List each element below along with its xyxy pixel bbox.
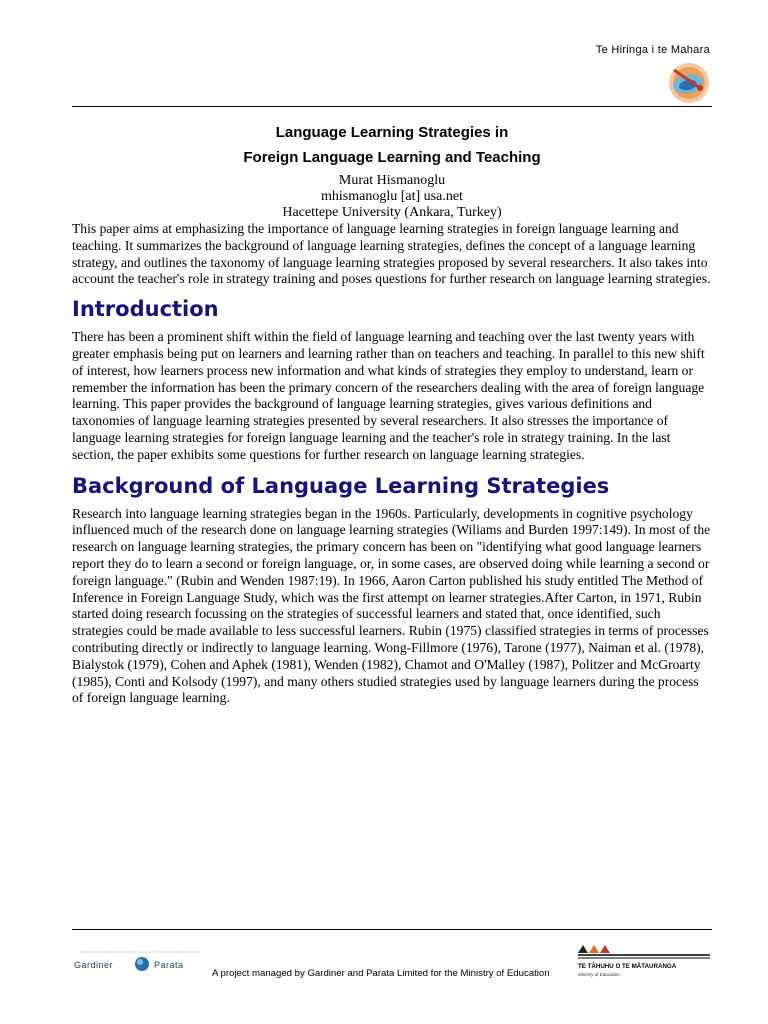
footer-note: A project managed by Gardiner and Parata Limited for the Ministry of Education: [212, 968, 550, 979]
author-affiliation: Hacettepe University (Ankara, Turkey): [282, 205, 502, 220]
section-heading-background: Background of Language Learning Strategies: [72, 473, 610, 498]
te-hiringa-logo-icon: [664, 58, 714, 106]
background-paragraph: Research into language learning strategies began in the 1960s. Particularly, developments in cognitive psychology influenced much of the research done on language learning strategies (Wiliams and Burden 1997:149). In most of the research on language learning strategies, the primary concern has been on "identifying what good language learners report they do to learn a second or foreign language, or, in some cases, are observed doing while learning a second or foreign language." (Rubin and Wenden 1987:19). In 1966, Aaron Carton published his study entitled The Method of Inference in Foreign Language Study, which was the first attempt on learner strategies.After Carton, in 1971, Rubin started doing research focussing on the strategies of successful learners and stated that, once identified, such strategies could be made available to less successful learners. Rubin (1975) classified strategies in terms of processes contributing directly or indirectly to language learning. Wong-Fillmore (1976), Tarone (1977), Naiman et al. (1978), Bialystok (1979), Cohen and Aphek (1981), Wenden (1982), Chamot and O'Malley (1987), Politzer and McGroarty (1985), Conti and Kolsody (1997), and many others studied strategies used by language learners during the process of foreign language learning.: [72, 505, 711, 706]
svg-text:Parata: Parata: [154, 960, 184, 970]
svg-text:Gardiner: Gardiner: [74, 960, 114, 970]
header-brand: Te Hiringa i te Mahara: [595, 44, 710, 56]
introduction-paragraph: There has been a prominent shift within the field of language learning and teaching over the last twenty years with greater emphasis being put on learners and learning rather than on teachers and teaching. In parallel to this new shift of interest, how learners process new information and what kinds of strategies they employ to understand, learn or remember the information has been the primary concern of the researchers dealing with the area of foreign language learning. This paper provides the background of language learning strategies, gives various definitions and taxonomies of language learning strategies presented by several researchers. It also stresses the importance of language learning strategies for foreign language learning and the teacher's role in strategy training. In the last section, the paper exhibits some questions for further research on language learning strategies.: [72, 329, 705, 462]
author-name: Murat Hismanoglu: [338, 173, 446, 188]
svg-text:Ministry of Education: Ministry of Education: [578, 972, 620, 977]
abstract-paragraph: This paper aims at emphasizing the importance of language learning strategies in foreign language learning and teaching. It summarizes the background of language learning strategies, defines the concept of a language learning strategy, and outlines the taxonomy of language learning strategies proposed by several researchers. It also takes into account the teacher's role in strategy training and poses questions for further research on language learning strategies.: [72, 221, 711, 287]
paper-title-line-2: Foreign Language Learning and Teaching: [243, 149, 541, 166]
document-body: [72, 120, 712, 707]
header-divider: [72, 106, 712, 107]
author-block: [72, 173, 712, 221]
ministry-of-education-logo-icon: [576, 943, 712, 983]
paper-title-line-1: Language Learning Strategies in: [275, 124, 509, 141]
footer-divider: [72, 929, 712, 930]
author-email: mhismanoglu [at] usa.net: [321, 189, 463, 204]
gardiner-parata-logo-icon: [74, 946, 206, 982]
section-heading-introduction: Introduction: [72, 297, 219, 322]
svg-text:TE TĀHUHU O TE MĀTAURANGA: TE TĀHUHU O TE MĀTAURANGA: [578, 963, 677, 970]
